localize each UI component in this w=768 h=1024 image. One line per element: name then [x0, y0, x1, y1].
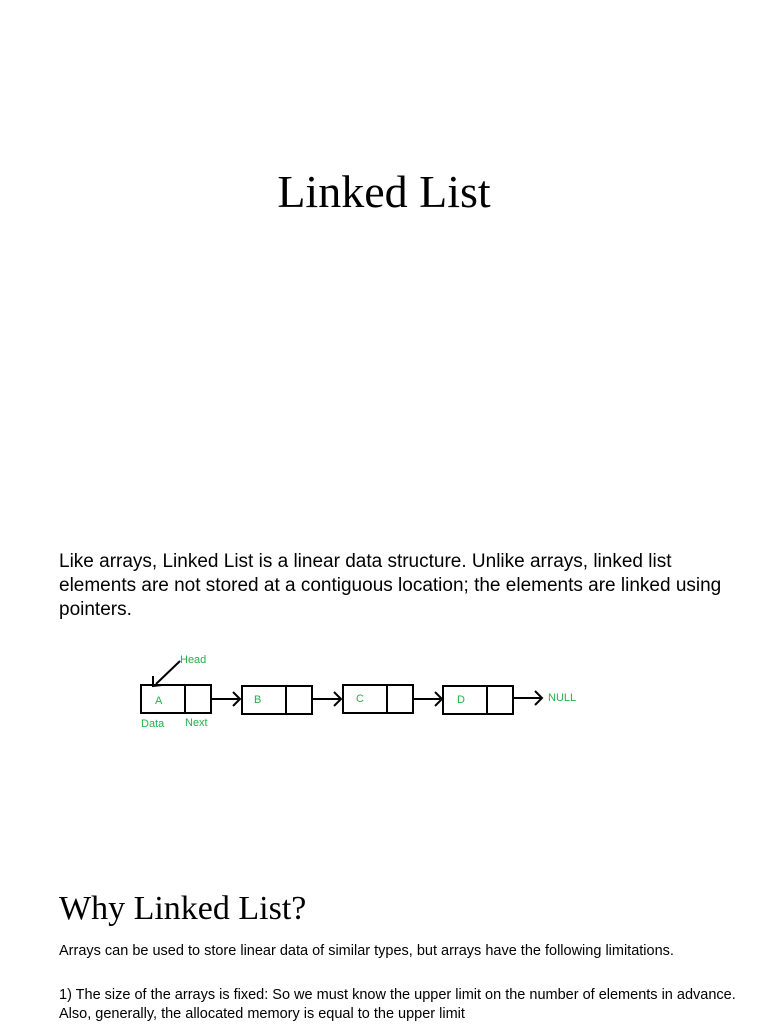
head-label: Head: [180, 654, 207, 666]
node-c: [343, 685, 413, 713]
intro-paragraph: Like arrays, Linked List is a linear data structure. Unlike arrays, linked list elements are not stored at a contiguous location; the elements are linked using pointers.: [59, 551, 722, 620]
linked-list-diagram: [100, 640, 600, 740]
body-paragraph-fixed-size: 1) The size of the arrays is fixed: So we must know the upper limit on the number of elements in advance. Also, generally, the allocated memory is equal to the upper limit: [59, 987, 736, 1022]
data-label: Data: [141, 718, 165, 730]
node-d: [443, 686, 513, 714]
node-box: [141, 685, 211, 713]
node-box: [443, 686, 513, 714]
node-data-label: A: [155, 695, 163, 707]
node-b: [242, 686, 312, 714]
null-label: NULL: [548, 692, 577, 704]
node-data-label: B: [254, 694, 262, 706]
node-data-label: C: [356, 693, 364, 705]
node-data-label: D: [457, 694, 465, 706]
node-box: [242, 686, 312, 714]
node-box: [343, 685, 413, 713]
section-title: Why Linked List?: [59, 890, 307, 927]
body-paragraph-limitations: Arrays can be used to store linear data of similar types, but arrays have the following limitations.: [59, 943, 674, 959]
next-label: Next: [185, 717, 208, 729]
head-arrow: [156, 661, 180, 684]
page-title: Linked List: [277, 166, 491, 217]
node-a: [141, 685, 211, 713]
